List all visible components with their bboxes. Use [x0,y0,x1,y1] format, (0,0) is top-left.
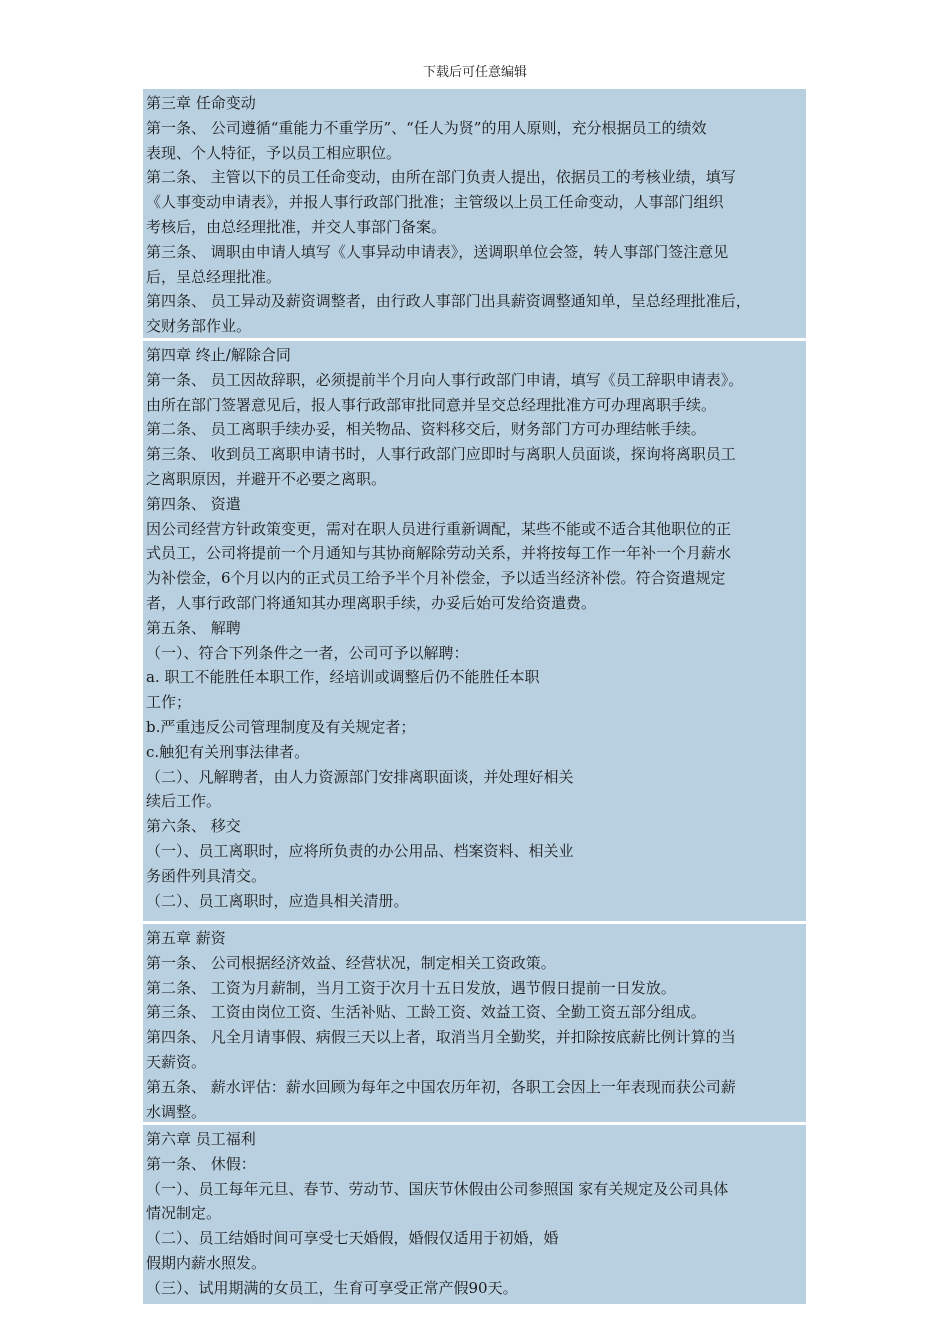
document-line: 第二条、 员工离职手续办妥，相关物品、资料移交后，财务部门方可办理结帐手续。 [146,420,706,439]
document-line: 式员工，公司将提前一个月通知与其协商解除劳动关系，并将按每工作一年补一个月薪水 [146,544,732,563]
document-line: 表现、个人特征，予以员工相应职位。 [146,143,402,162]
chapter-6-section [143,1125,806,1304]
document-line: 交财务部作业。 [146,317,252,336]
document-line: （一）、符合下列条件之一者，公司可予以解聘： [146,643,469,662]
chapter-4-section [143,341,806,921]
document-line: c.触犯有关刑事法律者。 [146,742,310,761]
document-line: b.严重违反公司管理制度及有关规定者； [146,717,416,736]
document-line: 第三条、 收到员工离职申请书时，人事行政部门应即时与离职人员面谈，探询将离职员工 [146,445,736,464]
document-line: 第四条、 资遣 [146,494,241,513]
document-line: 第三条、 调职由申请人填写《人事异动申请表》，送调职单位会签，转人事部门签注意见 [146,242,729,261]
document-line: （二）、员工离职时，应造具相关清册。 [146,891,409,910]
document-line: 因公司经营方针政策变更，需对在职人员进行重新调配，某些不能或不适合其他职位的正 [146,519,732,538]
document-line: 考核后，由总经理批准，并交人事部门备案。 [146,217,447,236]
document-line: 第一条、 公司遵循“重能力不重学历”、“任人为贤”的用人原则，充分根据员工的绩效 [146,118,707,137]
document-line: 水调整。 [146,1102,207,1121]
document-line: 由所在部门签署意见后，报人事行政部审批同意并呈交总经理批准方可办理离职手续。 [146,395,717,414]
document-line: 第一条、 公司根据经济效益、经营状况，制定相关工资政策。 [146,953,556,972]
chapter-heading: 第四章 终止/解除合同 [146,346,291,364]
document-line: 者，人事行政部门将通知其办理离职手续，办妥后始可发给资遣费。 [146,593,597,612]
chapter-heading: 第五章 薪资 [146,929,226,947]
document-line: 第二条、 主管以下的员工任命变动，由所在部门负责人提出，依据员工的考核业绩，填写 [146,168,736,187]
document-line: 天薪资。 [146,1052,207,1071]
chapter-3-section [143,89,806,338]
document-line: 情况制定。 [146,1204,222,1223]
document-line: 之离职原因，并避开不必要之离职。 [146,469,387,488]
document-line: 第五条、 薪水评估：薪水回顾为每年之中国农历年初，各职工会因上一年表现而获公司薪 [146,1077,736,1096]
document-line: 第六条、 移交 [146,817,241,836]
chapter-heading: 第六章 员工福利 [146,1130,256,1148]
document-line: 假期内薪水照发。 [146,1253,267,1272]
document-line: （一）、员工每年元旦、春节、劳动节、国庆节休假由公司参照国 家有关规定及公司具体 [146,1179,729,1198]
chapter-5-section [143,924,806,1122]
document-line: 第三条、 工资由岗位工资、生活补贴、工龄工资、效益工资、全勤工资五部分组成。 [146,1003,706,1022]
document-line: 第一条、 休假： [146,1154,256,1173]
document-line: （二）、凡解聘者，由人力资源部门安排离职面谈，并处理好相关 [146,767,574,786]
document-line: 后，呈总经理批准。 [146,267,282,286]
document-line: 第四条、 员工异动及薪资调整者，由行政人事部门出具薪资调整通知单，呈总经理批准后， [146,292,751,311]
document-line: 续后工作。 [146,792,222,811]
chapter-heading: 第三章 任命变动 [146,94,256,112]
document-line: 第五条、 解聘 [146,618,241,637]
page-header: 下载后可任意编辑 [422,65,527,80]
document-line: 第四条、 凡全月请事假、病假三天以上者，取消当月全勤奖，并扣除按底薪比例计算的当 [146,1028,736,1047]
document-line: （一）、员工离职时，应将所负责的办公用品、档案资料、相关业 [146,841,574,860]
document-line: 为补偿金，6个月以内的正式员工给予半个月补偿金，予以适当经济补偿。符合资遣规定 [146,569,726,588]
document-line: 《人事变动申请表》，并报人事行政部门批准；主管级以上员工任命变动，人事部门组织 [146,193,724,212]
document-line: （三）、试用期满的女员工，生育可享受正常产假90天。 [146,1278,518,1297]
document-line: a. 职工不能胜任本职工作，经培训或调整后仍不能胜任本职 [146,668,540,687]
document-line: 工作； [146,693,192,712]
document-line: （二）、员工结婚时间可享受七天婚假，婚假仅适用于初婚，婚 [146,1229,559,1248]
document-line: 务函件列具清交。 [146,866,267,885]
document-line: 第一条、 员工因故辞职，必须提前半个月向人事行政部门申请，填写《员工辞职申请表》。 [146,370,744,389]
document-line: 第二条、 工资为月薪制，当月工资于次月十五日发放，遇节假日提前一日发放。 [146,978,676,997]
